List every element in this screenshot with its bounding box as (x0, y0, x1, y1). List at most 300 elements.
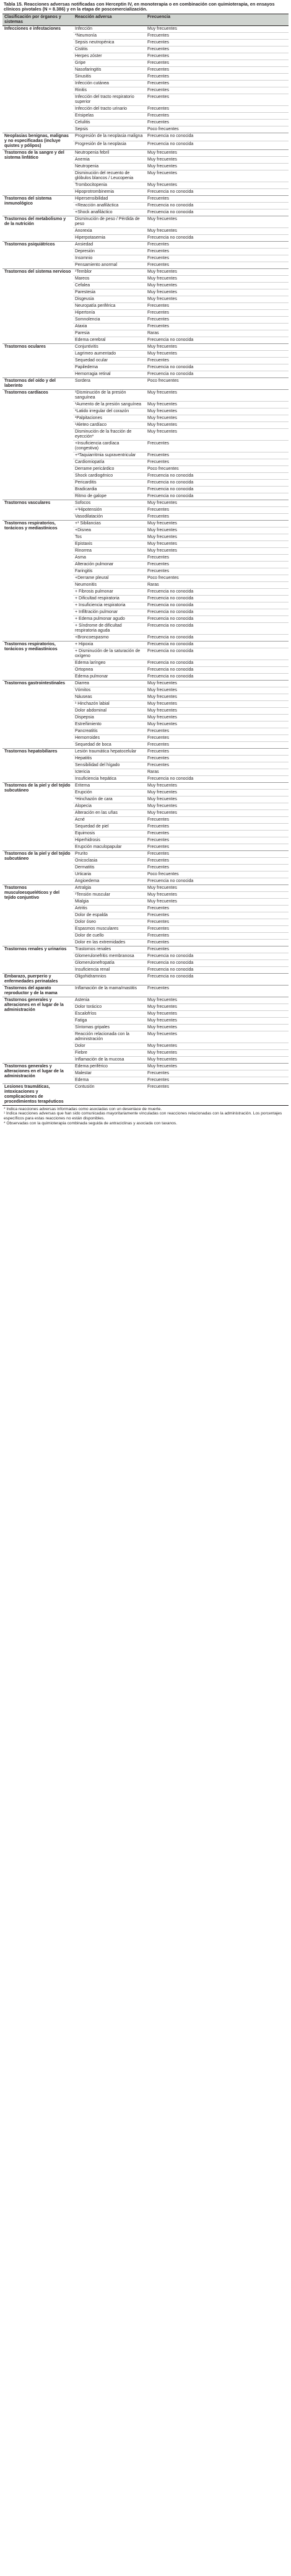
adverse-reactions-table (2, 14, 289, 1105)
frequency-cell: Muy frecuentes (146, 789, 289, 796)
frequency-cell: Muy frecuentes (146, 415, 289, 421)
adverse-reaction-cell: Sequedad ocular (73, 357, 146, 364)
adverse-reaction-cell: Paresia (73, 330, 146, 337)
frequency-cell: Frecuencia no conocida (146, 959, 289, 966)
frequency-cell: Muy frecuentes (146, 527, 289, 534)
adverse-reaction-cell: Trastornos renales (73, 946, 146, 953)
organ-class-cell: Trastornos psiquiátricos (2, 241, 73, 268)
frequency-cell: Muy frecuentes (146, 796, 289, 803)
frequency-cell: Muy frecuentes (146, 782, 289, 789)
organ-class-cell: Neoplasias benignas, malignas y no especificadas (incluye quistes y pólipos) (2, 133, 73, 149)
adverse-reaction-cell: Ansiedad (73, 241, 146, 248)
adverse-reaction-cell: + Infiltración pulmonar (73, 609, 146, 615)
adverse-reaction-cell: Edema pulmonar (73, 673, 146, 680)
adverse-reaction-cell: Dolor torácico (73, 1003, 146, 1010)
frequency-cell: Frecuentes (146, 554, 289, 561)
frequency-cell: Frecuentes (146, 857, 289, 864)
frequency-cell: Frecuencia no conocida (146, 188, 289, 195)
frequency-cell: Poco frecuentes (146, 377, 289, 389)
table-row (2, 216, 289, 227)
table-row (2, 377, 289, 389)
organ-class-cell: Trastornos del sistema nervioso (2, 268, 73, 343)
frequency-cell: Muy frecuentes (146, 170, 289, 182)
adverse-reaction-cell: Glomerulonefropatía (73, 959, 146, 966)
adverse-reaction-cell: Sensibilidad del hígado (73, 762, 146, 769)
adverse-reaction-cell: Insuficiencia hepática (73, 775, 146, 782)
table-caption: Tabla 15. Reacciones adversas notificadas con Herceptin IV, en monoterapia o en combinación con quimioterapia, en ensayos clínicos pivotales (N = 8.386) y en la etapa de poscomercialización. (4, 1, 275, 12)
frequency-cell: Frecuencia no conocida (146, 479, 289, 486)
frequency-cell: Poco frecuentes (146, 465, 289, 472)
adverse-reaction-cell: Sequedad de boca (73, 741, 146, 748)
adverse-reaction-cell: Erupción (73, 789, 146, 796)
frequency-cell: Frecuencia no conocida (146, 673, 289, 680)
frequency-cell: Muy frecuentes (146, 803, 289, 809)
adverse-reaction-cell: +¹Taquiarritmia supraventricular (73, 452, 146, 459)
adverse-reaction-cell: Ritmo de galope (73, 493, 146, 500)
frequency-cell: Frecuentes (146, 985, 289, 997)
adverse-reaction-cell: Neutropenia (73, 163, 146, 170)
frequency-cell: Frecuentes (146, 357, 289, 364)
frequency-cell: Frecuencia no conocida (146, 595, 289, 602)
adverse-reaction-cell: Inflamación de la mucosa (73, 1056, 146, 1063)
page (0, 0, 291, 1131)
frequency-cell: Muy frecuentes (146, 680, 289, 687)
adverse-reaction-cell: Depresión (73, 248, 146, 255)
frequency-cell: Poco frecuentes (146, 126, 289, 133)
frequency-cell: Frecuentes (146, 248, 289, 255)
frequency-cell: Raras (146, 581, 289, 588)
table-row (2, 985, 289, 997)
adverse-reaction-cell: Dolor de espalda (73, 912, 146, 919)
frequency-cell: Muy frecuentes (146, 520, 289, 527)
adverse-reaction-cell: Onicoclasia (73, 857, 146, 864)
adverse-reaction-cell: Infección del tracto urinario (73, 105, 146, 112)
adverse-reaction-cell: Cefalea (73, 282, 146, 289)
table-row (2, 850, 289, 857)
adverse-reaction-cell: Espasmos musculares (73, 925, 146, 932)
frequency-cell: Frecuentes (146, 830, 289, 837)
frequency-cell: Muy frecuentes (146, 547, 289, 554)
adverse-reaction-cell: Dolor de cuello (73, 932, 146, 939)
adverse-reaction-cell: Papiledema (73, 364, 146, 371)
frequency-cell: Frecuentes (146, 241, 289, 248)
frequency-cell: Frecuentes (146, 506, 289, 513)
adverse-reaction-cell: ¹Palpitaciones (73, 415, 146, 421)
frequency-cell: Muy frecuentes (146, 428, 289, 440)
table-header (2, 14, 289, 25)
frequency-cell: Frecuencia no conocida (146, 588, 289, 595)
adverse-reaction-cell: ¹Latido irregular del corazón (73, 408, 146, 415)
frequency-cell: Muy frecuentes (146, 282, 289, 289)
adverse-reaction-cell: Náuseas (73, 694, 146, 700)
frequency-cell: Frecuentes (146, 73, 289, 80)
adverse-reaction-cell: ¹Aumento de la presión sanguínea (73, 401, 146, 408)
adverse-reaction-cell: Infección cutánea (73, 80, 146, 87)
frequency-cell: Muy frecuentes (146, 534, 289, 540)
table-row (2, 268, 289, 275)
adverse-reaction-cell: Erisipelas (73, 112, 146, 119)
frequency-cell: Frecuencia no conocida (146, 966, 289, 973)
table-row (2, 500, 289, 506)
adverse-reaction-cell: Sepsis neutropénica (73, 39, 146, 46)
adverse-reaction-cell: Faringitis (73, 568, 146, 575)
frequency-cell: Frecuentes (146, 864, 289, 871)
frequency-cell: Frecuentes (146, 112, 289, 119)
frequency-cell: Muy frecuentes (146, 182, 289, 188)
adverse-reaction-cell: Hiperpotasemia (73, 234, 146, 241)
adverse-reaction-cell: ¹Tensión muscular (73, 891, 146, 898)
table-row (2, 973, 289, 985)
frequency-cell: Muy frecuentes (146, 1017, 289, 1024)
frequency-cell: Frecuentes (146, 53, 289, 60)
adverse-reaction-cell: Cistitis (73, 46, 146, 53)
table-row (2, 641, 289, 648)
frequency-cell: Frecuencia no conocida (146, 371, 289, 377)
frequency-cell: Frecuencia no conocida (146, 648, 289, 659)
organ-class-cell: Trastornos hepatobiliares (2, 748, 73, 782)
frequency-cell: Frecuentes (146, 755, 289, 762)
adverse-reaction-cell: Derrame pericárdico (73, 465, 146, 472)
adverse-reaction-cell: Mialgia (73, 898, 146, 905)
frequency-cell: Muy frecuentes (146, 156, 289, 163)
adverse-reaction-cell: Trombocitopenia (73, 182, 146, 188)
frequency-cell: Frecuentes (146, 309, 289, 316)
frequency-cell: Muy frecuentes (146, 884, 289, 891)
frequency-cell: Muy frecuentes (146, 714, 289, 721)
frequency-cell: Frecuencia no conocida (146, 622, 289, 634)
adverse-reaction-cell: Cardiomiopatía (73, 459, 146, 465)
adverse-reaction-cell: Conjuntivitis (73, 343, 146, 350)
adverse-reaction-cell: ¹Disminución de la presión sanguínea (73, 389, 146, 401)
frequency-cell: Muy frecuentes (146, 687, 289, 694)
frequency-cell: Frecuencia no conocida (146, 486, 289, 493)
adverse-reaction-cell: ¹Hinchazón de cara (73, 796, 146, 803)
frequency-cell: Muy frecuentes (146, 694, 289, 700)
adverse-reaction-cell: Estreñimiento (73, 721, 146, 728)
adverse-reaction-cell: Bradicardia (73, 486, 146, 493)
frequency-cell: Frecuentes (146, 816, 289, 823)
adverse-reaction-cell: Insuficiencia renal (73, 966, 146, 973)
adverse-reaction-cell: Ictericia (73, 769, 146, 775)
frequency-cell: Frecuencia no conocida (146, 202, 289, 209)
adverse-reaction-cell: Disminución de peso / Pérdida de peso (73, 216, 146, 227)
adverse-reaction-cell: Neumonitis (73, 581, 146, 588)
organ-class-cell: Trastornos musculoesqueléticos y del tejido conjuntivo (2, 884, 73, 946)
adverse-reaction-cell: Pericarditis (73, 479, 146, 486)
table-row (2, 241, 289, 248)
table-row (2, 389, 289, 401)
frequency-cell: Frecuencia no conocida (146, 615, 289, 622)
frequency-cell: Muy frecuentes (146, 540, 289, 547)
frequency-cell: Frecuentes (146, 32, 289, 39)
adverse-reaction-cell: Reacción relacionada con la administración (73, 1031, 146, 1043)
adverse-reaction-cell: Fiebre (73, 1049, 146, 1056)
frequency-cell: Frecuentes (146, 262, 289, 268)
adverse-reaction-cell: Hipersensibilidad (73, 195, 146, 202)
frequency-cell: Poco frecuentes (146, 575, 289, 581)
adverse-reaction-cell: +¹ Sibilancias (73, 520, 146, 527)
adverse-reaction-cell: Vasodilatación (73, 513, 146, 520)
adverse-reaction-cell: Ortopnea (73, 666, 146, 673)
adverse-reaction-cell: Erupción maculopapular (73, 844, 146, 850)
adverse-reaction-cell: Nasofaringitis (73, 66, 146, 73)
frequency-cell: Frecuentes (146, 837, 289, 844)
frequency-cell: Muy frecuentes (146, 268, 289, 275)
adverse-reaction-cell: +Reacción anafiláctica (73, 202, 146, 209)
frequency-cell: Frecuentes (146, 823, 289, 830)
adverse-reaction-cell: Dolor abdominal (73, 707, 146, 714)
adverse-reaction-cell: Lagrimeo aumentado (73, 350, 146, 357)
organ-class-cell: Trastornos renales y urinarios (2, 946, 73, 973)
frequency-cell: Frecuencia no conocida (146, 634, 289, 641)
frequency-cell: Muy frecuentes (146, 296, 289, 302)
organ-class-cell: Trastornos de la piel y del tejido subcutáneo (2, 782, 73, 850)
adverse-reaction-cell: Disminución de la fracción de eyección* (73, 428, 146, 440)
frequency-cell: Raras (146, 330, 289, 337)
organ-class-cell: Trastornos del oído y del laberinto (2, 377, 73, 389)
frequency-cell: Frecuentes (146, 762, 289, 769)
frequency-cell: Muy frecuentes (146, 721, 289, 728)
adverse-reaction-cell: Alteración en las uñas (73, 809, 146, 816)
frequency-cell: Frecuentes (146, 60, 289, 66)
frequency-cell: Frecuentes (146, 741, 289, 748)
adverse-reaction-cell: Inflamación de la mama/mastitis (73, 985, 146, 997)
organ-class-cell: Trastornos de la sangre y del sistema linfático (2, 149, 73, 195)
frequency-cell: Muy frecuentes (146, 891, 289, 898)
frequency-cell: Frecuentes (146, 561, 289, 568)
adverse-reaction-cell: Pancreatitis (73, 728, 146, 734)
adverse-reaction-cell: Malestar (73, 1070, 146, 1077)
frequency-cell: Frecuentes (146, 105, 289, 112)
adverse-reaction-cell: Edema laríngeo (73, 659, 146, 666)
frequency-cell: Frecuentes (146, 905, 289, 912)
frequency-cell: Frecuencia no conocida (146, 472, 289, 479)
organ-class-cell: Trastornos oculares (2, 343, 73, 377)
adverse-reaction-cell: + Hipoxia (73, 641, 146, 648)
footnote: * Indica reacciones adversas informadas como asociadas con un desenlace de muerte. (4, 1106, 162, 1111)
table-row (2, 343, 289, 350)
frequency-cell: Muy frecuentes (146, 25, 289, 32)
adverse-reaction-cell: Progresión de la neoplasia maligna (73, 133, 146, 141)
header-adverse-reaction: Reacción adversa (73, 14, 146, 25)
adverse-reaction-cell: Epistaxis (73, 540, 146, 547)
table-body (2, 25, 289, 1105)
frequency-cell: Frecuentes (146, 1077, 289, 1083)
frequency-cell: Muy frecuentes (146, 343, 289, 350)
frequency-cell: Frecuentes (146, 568, 289, 575)
frequency-cell: Frecuentes (146, 1083, 289, 1105)
frequency-cell: Frecuentes (146, 734, 289, 741)
adverse-reaction-cell: Dolor en las extremidades (73, 939, 146, 946)
adverse-reaction-cell: Dermatitis (73, 864, 146, 871)
table-row (2, 1083, 289, 1105)
organ-class-cell: Trastornos gastrointestinales (2, 680, 73, 748)
adverse-reaction-cell: +¹Hipotensión (73, 506, 146, 513)
table-row (2, 997, 289, 1003)
adverse-reaction-cell: Dolor óseo (73, 919, 146, 925)
frequency-cell: Frecuentes (146, 912, 289, 919)
frequency-cell: Muy frecuentes (146, 700, 289, 707)
adverse-reaction-cell: Celulitis (73, 119, 146, 126)
frequency-cell: Muy frecuentes (146, 389, 289, 401)
adverse-reaction-cell: Disgeusia (73, 296, 146, 302)
frequency-cell: Frecuencia no conocida (146, 659, 289, 666)
adverse-reaction-cell: Dispepsia (73, 714, 146, 721)
frequency-cell: Frecuencia no conocida (146, 141, 289, 150)
frequency-cell: Frecuentes (146, 316, 289, 323)
table-row (2, 680, 289, 687)
adverse-reaction-cell: Urticaria (73, 871, 146, 878)
frequency-cell: Muy frecuentes (146, 216, 289, 227)
adverse-reaction-cell: Artralgia (73, 884, 146, 891)
frequency-cell: Muy frecuentes (146, 275, 289, 282)
frequency-cell: Muy frecuentes (146, 149, 289, 156)
frequency-cell: Muy frecuentes (146, 163, 289, 170)
adverse-reaction-cell: Insomnio (73, 255, 146, 262)
adverse-reaction-cell: Hipoprotrombinemia (73, 188, 146, 195)
frequency-cell: Muy frecuentes (146, 707, 289, 714)
adverse-reaction-cell: Sofocos (73, 500, 146, 506)
adverse-reaction-cell: Edema cerebral (73, 337, 146, 343)
adverse-reaction-cell: Escalofríos (73, 1010, 146, 1017)
adverse-reaction-cell: Lesión traumática hepatocelular (73, 748, 146, 755)
frequency-cell: Muy frecuentes (146, 500, 289, 506)
frequency-cell: Frecuentes (146, 459, 289, 465)
adverse-reaction-cell: ¹Temblor (73, 268, 146, 275)
adverse-reaction-cell: Astenia (73, 997, 146, 1003)
adverse-reaction-cell: +Insuficiencia cardíaca (congestiva) (73, 440, 146, 452)
frequency-cell: Muy frecuentes (146, 898, 289, 905)
frequency-cell: Frecuencia no conocida (146, 234, 289, 241)
frequency-cell: Frecuentes (146, 119, 289, 126)
frequency-cell: Frecuentes (146, 440, 289, 452)
frequency-cell: Frecuencia no conocida (146, 209, 289, 216)
adverse-reaction-cell: + Disminución de la saturación de oxígeno (73, 648, 146, 659)
frequency-cell: Frecuentes (146, 939, 289, 946)
adverse-reaction-cell: ¹ Hinchazón labial (73, 700, 146, 707)
frequency-cell: Frecuentes (146, 66, 289, 73)
adverse-reaction-cell: Rinorrea (73, 547, 146, 554)
frequency-cell: Muy frecuentes (146, 350, 289, 357)
frequency-cell: Frecuentes (146, 46, 289, 53)
frequency-cell: Muy frecuentes (146, 408, 289, 415)
frequency-cell: Frecuentes (146, 80, 289, 87)
footnotes (2, 1105, 289, 1126)
adverse-reaction-cell: Neuropatía periférica (73, 302, 146, 309)
frequency-cell: Poco frecuentes (146, 871, 289, 878)
adverse-reaction-cell: Infección del tracto respiratorio superior (73, 94, 146, 105)
adverse-reaction-cell: Disminución del recuento de glóbulos blancos / Leucopenia (73, 170, 146, 182)
organ-class-cell: Trastornos cardíacos (2, 389, 73, 500)
frequency-cell: Frecuencia no conocida (146, 775, 289, 782)
frequency-cell: Frecuentes (146, 195, 289, 202)
frequency-cell: Frecuencia no conocida (146, 878, 289, 884)
adverse-reaction-cell: Prurito (73, 850, 146, 857)
adverse-reaction-cell: Edema periférico (73, 1063, 146, 1070)
frequency-cell: Frecuentes (146, 323, 289, 330)
frequency-cell: Frecuentes (146, 452, 289, 459)
adverse-reaction-cell: Anorexia (73, 227, 146, 234)
adverse-reaction-cell: Alteración pulmonar (73, 561, 146, 568)
adverse-reaction-cell: Ataxia (73, 323, 146, 330)
adverse-reaction-cell: Equimosis (73, 830, 146, 837)
frequency-cell: Frecuencia no conocida (146, 973, 289, 985)
frequency-cell: Frecuentes (146, 513, 289, 520)
frequency-cell: Frecuentes (146, 39, 289, 46)
frequency-cell: Frecuencia no conocida (146, 953, 289, 959)
frequency-cell: Muy frecuentes (146, 1031, 289, 1043)
frequency-cell: Frecuencia no conocida (146, 337, 289, 343)
frequency-cell: Frecuentes (146, 748, 289, 755)
frequency-cell: Frecuentes (146, 919, 289, 925)
adverse-reaction-cell: +Disnea (73, 527, 146, 534)
adverse-reaction-cell: Hemorroides (73, 734, 146, 741)
frequency-cell: Frecuencia no conocida (146, 641, 289, 648)
organ-class-cell: Infecciones e infestaciones (2, 25, 73, 133)
frequency-cell: Muy frecuentes (146, 289, 289, 296)
frequency-cell: Muy frecuentes (146, 1043, 289, 1049)
adverse-reaction-cell: Infección (73, 25, 146, 32)
adverse-reaction-cell: Oligohidramnios (73, 973, 146, 985)
adverse-reaction-cell: Herpes zóster (73, 53, 146, 60)
adverse-reaction-cell: Angioedema (73, 878, 146, 884)
adverse-reaction-cell: Pensamiento anormal (73, 262, 146, 268)
adverse-reaction-cell: Sequedad de piel (73, 823, 146, 830)
frequency-cell: Muy frecuentes (146, 1003, 289, 1010)
header-row (2, 14, 289, 25)
header-frequency: Frecuencia (146, 14, 289, 25)
table-row (2, 748, 289, 755)
frequency-cell: Frecuentes (146, 932, 289, 939)
adverse-reaction-cell: Rinitis (73, 87, 146, 94)
adverse-reaction-cell: ¹Aleteo cardíaco (73, 421, 146, 428)
table-row (2, 946, 289, 953)
frequency-cell: Frecuentes (146, 844, 289, 850)
frequency-cell: Frecuentes (146, 850, 289, 857)
frequency-cell: Muy frecuentes (146, 1010, 289, 1017)
adverse-reaction-cell: + Edema pulmonar agudo (73, 615, 146, 622)
table-row (2, 782, 289, 789)
adverse-reaction-cell: Parestesia (73, 289, 146, 296)
frequency-cell: Muy frecuentes (146, 421, 289, 428)
adverse-reaction-cell: +Shock anafiláctico (73, 209, 146, 216)
footnote: ¹ Indica reacciones adversas que han sido comunicadas mayoritariamente vinculadas con reacciones relacionadas con la administración. Los porcentajes específicos para estas reacciones no están disponibles. (4, 1111, 282, 1121)
frequency-cell: Frecuencia no conocida (146, 602, 289, 609)
header-organ-class: Clasificación por órganos y sistemas (2, 14, 73, 25)
adverse-reaction-cell: Somnolencia (73, 316, 146, 323)
frequency-cell: Frecuentes (146, 728, 289, 734)
organ-class-cell: Trastornos generales y alteraciones en el lugar de la administración (2, 1063, 73, 1083)
frequency-cell: Muy frecuentes (146, 1049, 289, 1056)
organ-class-cell: Trastornos generales y alteraciones en el lugar de la administración (2, 997, 73, 1063)
organ-class-cell: Trastornos del aparato reproductor y de la mama (2, 985, 73, 997)
frequency-cell: Frecuentes (146, 925, 289, 932)
table-row (2, 1063, 289, 1070)
adverse-reaction-cell: Hemorragia retinal (73, 371, 146, 377)
adverse-reaction-cell: Hiperhidrosis (73, 837, 146, 844)
adverse-reaction-cell: +Derrame pleural (73, 575, 146, 581)
adverse-reaction-cell: Tos (73, 534, 146, 540)
frequency-cell: Frecuencia no conocida (146, 133, 289, 141)
adverse-reaction-cell: Hepatitis (73, 755, 146, 762)
adverse-reaction-cell: Contusión (73, 1083, 146, 1105)
adverse-reaction-cell: Asma (73, 554, 146, 561)
frequency-cell: Muy frecuentes (146, 809, 289, 816)
frequency-cell: Muy frecuentes (146, 1056, 289, 1063)
table-row (2, 149, 289, 156)
frequency-cell: Muy frecuentes (146, 997, 289, 1003)
adverse-reaction-cell: Sordera (73, 377, 146, 389)
